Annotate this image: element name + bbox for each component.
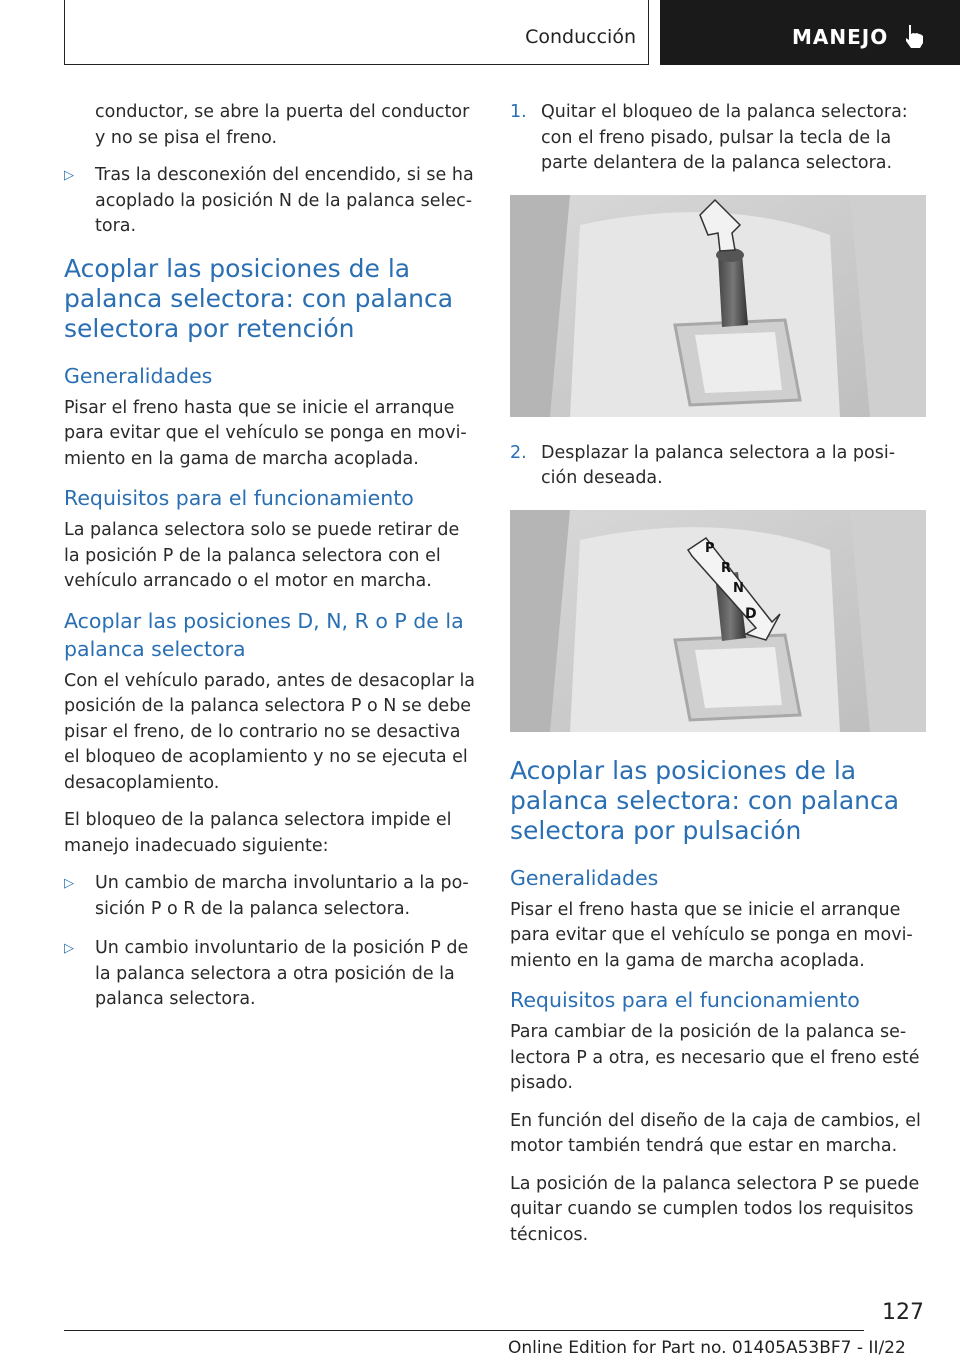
header-chapter-title: MANEJO [792, 25, 889, 49]
subheading-general: Generalidades [64, 363, 213, 388]
header-chapter-tab [660, 0, 960, 65]
left-column [64, 100, 480, 1027]
list-item [64, 871, 480, 922]
list-item-text: Un cambio involuntario de la posición P de la palanca selectora a otra posición de la palanca selectora. [95, 938, 469, 1009]
triangle-bullet-icon: ▷ [64, 876, 74, 891]
section-heading-push: Acoplar las posiciones de la palanca selectora: con palanca selectora por pulsación [510, 755, 900, 845]
gear-label-n: N [733, 580, 744, 596]
right-column [510, 100, 926, 1260]
subheading-requirements: Requisitos para el funcionamiento [64, 486, 414, 510]
list-item [64, 936, 480, 1013]
page-number: 127 [882, 1300, 924, 1325]
step-text: Quitar el bloqueo de la palanca selectora: con el freno pisado, pulsar la tecla de la parte delantera de la palanca selectora. [541, 102, 908, 173]
header-section-frame [64, 0, 649, 65]
engage-paragraph: Con el vehículo parado, antes de desacoplar la posición de la palanca selectora P o N se debe pisar el freno, de lo contrario no se desactiva el bloqueo de acoplamiento y no se ejecuta el desacoplamiento. [64, 670, 476, 793]
subheading-requirements: Requisitos para el funcionamiento [510, 988, 860, 1012]
subheading-engage: Acoplar las posiciones D, N, R o P de la palanca selectora [64, 608, 464, 661]
header-section-title: Conducción [525, 26, 636, 48]
intro-continuation: conductor, se abre la puerta del conductor y no se pisa el freno. [95, 102, 470, 148]
gear-label-p: P [705, 540, 715, 556]
general-paragraph: Pisar el freno hasta que se inicie el arranque para evitar que el vehículo se ponga en movi‐miento en la gama de marcha acoplada. [510, 899, 913, 971]
section-heading-retention: Acoplar las posiciones de la palanca selectora: con palanca selectora por retención [64, 253, 454, 343]
step-1 [510, 100, 926, 177]
step-2 [510, 441, 926, 492]
gear-label-d: D [745, 605, 757, 622]
step-number: 2. [510, 442, 527, 463]
requirements-paragraph: La palanca selectora solo se puede retirar de la posición P de la palanca selectora con el vehículo arrancado o el motor en marcha. [64, 520, 460, 591]
hand-pointer-icon [900, 22, 928, 50]
list-item [64, 163, 480, 240]
triangle-bullet-icon: ▷ [64, 168, 74, 183]
requirements-paragraph-1: Para cambiar de la posición de la palanca se‐lectora P a otra, es necesario que el freno esté pisado. [510, 1022, 920, 1093]
requirements-paragraph-3: La posición de la palanca selectora P se puede quitar cuando se cumplen todos los requisitos técnicos. [510, 1173, 920, 1245]
gear-label-r: R [721, 560, 732, 576]
gear-selector-figure-2 [510, 510, 926, 732]
step-number: 1. [510, 102, 527, 122]
triangle-bullet-icon: ▷ [64, 941, 74, 956]
footer-divider [64, 1330, 864, 1331]
footer-edition: Online Edition for Part no. 01405A53BF7 - II/22 [508, 1338, 906, 1358]
subheading-general: Generalidades [510, 865, 659, 890]
list-item-text: Tras la desconexión del encendido, si se ha acoplado la posición N de la palanca selec‐tora. [95, 165, 474, 236]
gear-selector-figure-1 [510, 195, 926, 417]
lock-paragraph: El bloqueo de la palanca selectora impide el manejo inadecuado siguiente: [64, 810, 452, 856]
requirements-paragraph-2: En función del diseño de la caja de cambios, el motor también tendrá que estar en marcha. [510, 1110, 921, 1156]
gear-lever-press-illustration [510, 195, 926, 417]
step-text: Desplazar la palanca selectora a la posi‐ción deseada. [541, 442, 896, 488]
gear-lever-shift-illustration [510, 510, 926, 732]
list-item-text: Un cambio de marcha involuntario a la po‐sición P o R de la palanca selectora. [95, 873, 469, 919]
general-paragraph: Pisar el freno hasta que se inicie el arranque para evitar que el vehículo se ponga en movi‐miento en la gama de marcha acoplada. [64, 397, 467, 469]
